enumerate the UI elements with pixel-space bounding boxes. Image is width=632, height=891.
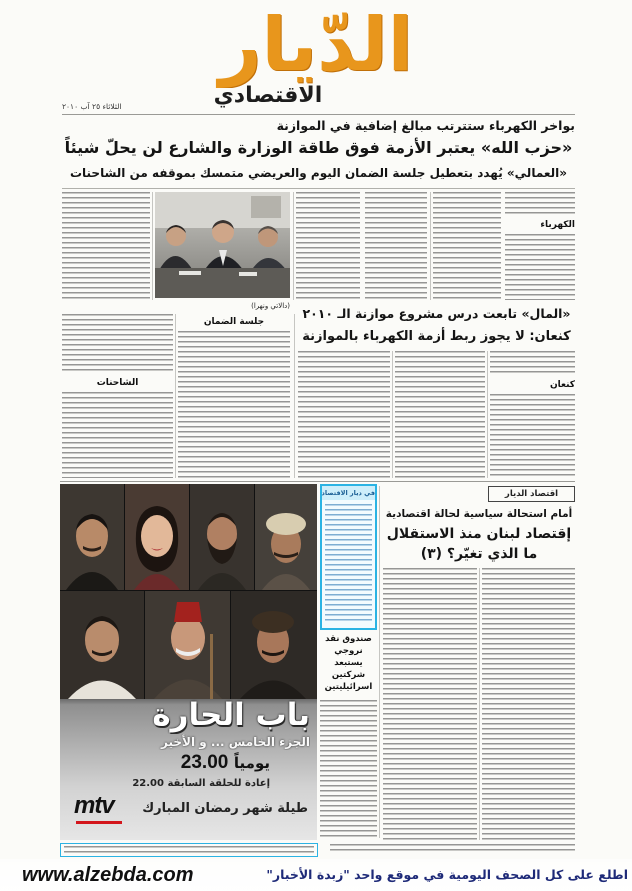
watermark-url: www.alzebda.com [22, 864, 194, 886]
footer-imprint-box [60, 843, 318, 857]
cast-member-figure [60, 484, 124, 590]
feature-headline-1: أمام استحالة سياسية لحالة اقتصادية [385, 508, 573, 520]
column-rule [175, 314, 176, 478]
sidebar-text [325, 504, 372, 624]
body-text-column [505, 192, 575, 216]
column-rule [293, 192, 294, 300]
footer-imprint-text [64, 846, 314, 854]
lead-divider [62, 188, 575, 189]
body-text-column [62, 392, 173, 478]
cast-member-figure [231, 591, 317, 699]
body-text-column [490, 351, 575, 376]
section-divider [60, 481, 575, 482]
body-text-column [383, 568, 477, 840]
column-rule [479, 568, 480, 840]
masthead-logo: الدّيار [218, 2, 414, 88]
column-rule [392, 351, 393, 478]
lead-kicker: بواخر الكهرباء ستترتب مبالغ إضافية في الموازنة [276, 118, 575, 133]
meeting-photo [155, 192, 290, 298]
subhead-social-security: جلسة الضمان [203, 317, 265, 327]
subhead-trucks: الشاحنات [96, 378, 139, 388]
feature-headline-2: إقتصاد لبنان منذ الاستقلال [386, 526, 572, 542]
column-rule [379, 486, 380, 838]
column-rule [152, 192, 153, 300]
budget-headline-2: كنعان: لا يجوز ربط أزمة الكهرباء بالموازنة [302, 329, 571, 344]
brief-headline: صندوق نقد نروجي يستبعد شركتين اسرائيليتين [324, 634, 373, 692]
cast-member-figure [60, 591, 144, 699]
column-rule [294, 314, 295, 478]
cast-member-figure [190, 484, 254, 590]
body-text-column [178, 331, 290, 478]
body-text-column [482, 568, 575, 840]
feature-section-label: اقتصاد الديار [488, 486, 575, 502]
photo-caption: (دالاتي ونهرا) [251, 302, 290, 310]
body-text-column [365, 192, 427, 300]
mtv-logo: mtv [74, 792, 114, 819]
body-text-column [320, 700, 377, 838]
masthead-subtitle: الاقتصادي [213, 83, 323, 108]
column-rule [487, 351, 488, 478]
column-rule [430, 192, 431, 300]
body-text-column [296, 192, 360, 300]
subhead-electricity: الكهرباء [540, 220, 575, 230]
ad-rerun-time: إعادة للحلقة السابقة 22.00 [132, 778, 270, 789]
body-text-column [433, 192, 501, 300]
cast-member-figure [125, 484, 189, 590]
body-text-column [490, 394, 575, 478]
ad-airtime-label: يومياً [233, 754, 270, 772]
body-text-column [505, 234, 575, 300]
body-text-column [395, 351, 485, 478]
mtv-logo-accent [76, 821, 122, 824]
cast-member-figure [255, 484, 317, 590]
sidebar-title: في ديار الاقتصاد [322, 486, 375, 500]
ad-airtime [70, 751, 270, 775]
cast-photo-montage [60, 484, 317, 699]
lead-headline-2: «العمالي» يُهدد بتعطيل جلسة الضمان اليوم والعريضي متمسك بموقفه من الشاحنات [69, 166, 568, 180]
body-text-column [298, 351, 390, 478]
ad-series-title: باب الحارة [152, 697, 310, 733]
footer-imprint-text [330, 844, 575, 854]
body-text-column [62, 192, 150, 300]
issue-date: الثلاثاء ٢٥ آب ٢٠١٠ [62, 102, 122, 111]
budget-headline-1: «المال» تابعت درس مشروع موازنة الـ ٢٠١٠ [302, 306, 571, 321]
watermark-slogan: اطلع على كل الصحف اليومية في موقع واحد "زبدة الأخبار" [266, 867, 628, 882]
cast-member-figure [145, 591, 230, 699]
sidebar-box [320, 484, 377, 630]
subhead-kanaan: كنعان [549, 380, 575, 390]
tv-series-advertisement [60, 484, 317, 840]
masthead-divider [62, 114, 575, 115]
lead-headline-1: «حزب الله» يعتبر الأزمة فوق طاقة الوزارة والشارع لن يحلّ شيئاً [64, 138, 573, 157]
ad-series-subtitle: الجزء الخامس ... و الأخير [161, 735, 310, 749]
ad-airtime-value: 23.00 [180, 752, 229, 773]
feature-headline-3: ما الذي تغيّر؟ (٣) [420, 546, 538, 562]
ad-tagline: طيلة شهر رمضان المبارك [142, 801, 308, 816]
body-text-column [62, 314, 173, 374]
